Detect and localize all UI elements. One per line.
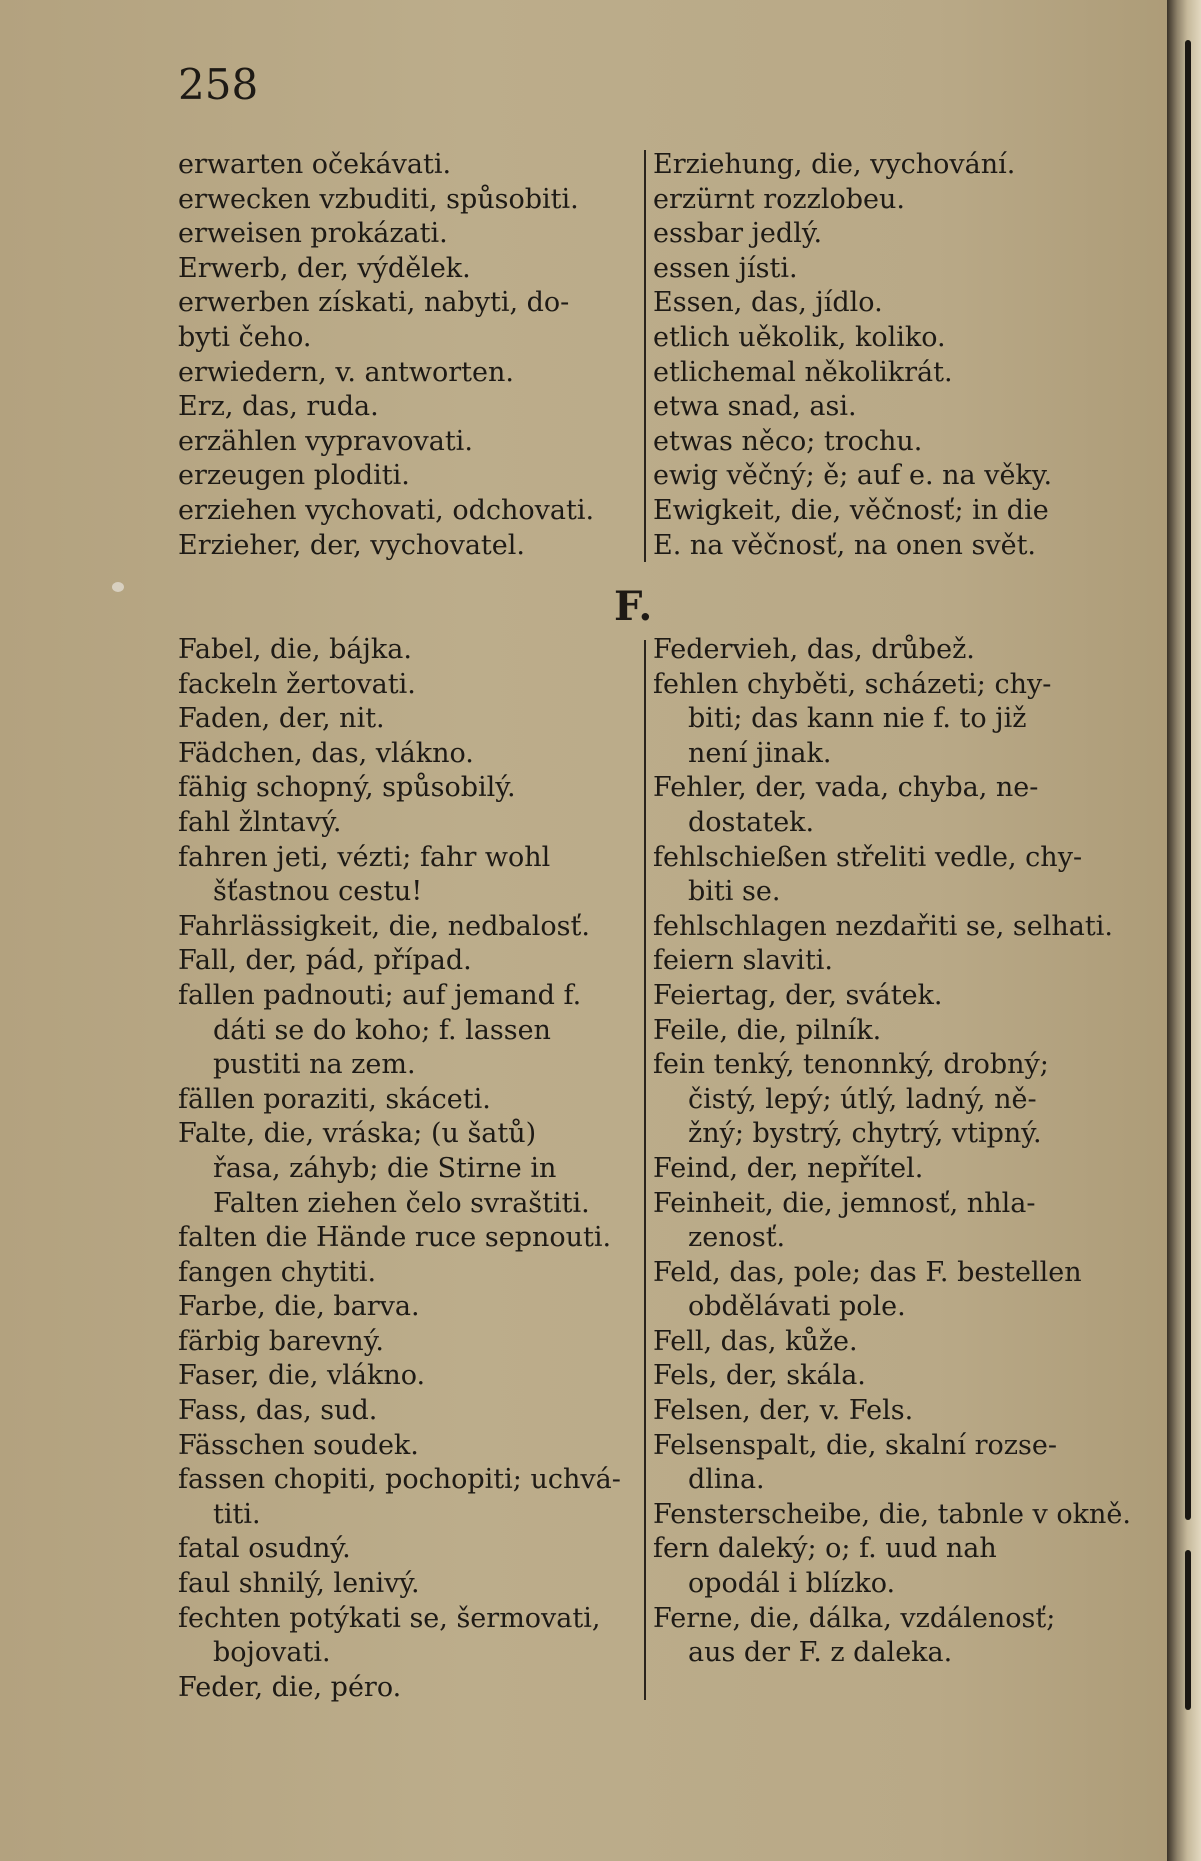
dictionary-entry-line: dáti se do koho; f. lassen — [213, 1014, 551, 1046]
dictionary-entry-line: biti; das kann nie f. to již — [688, 703, 1027, 735]
dictionary-entry-line: fern daleký; o; f. uud nah — [653, 1533, 997, 1565]
dictionary-entry-line: Erzieher, der, vychovatel. — [178, 529, 525, 561]
dictionary-entry-line: Fahrlässigkeit, die, nedbalosť. — [178, 910, 590, 942]
dictionary-entry-line: zenosť. — [688, 1222, 786, 1254]
dictionary-entry-line: fechten potýkati se, šermovati, — [178, 1602, 601, 1634]
column-top-right — [653, 148, 1052, 563]
dictionary-entry-line: fällen poraziti, skáceti. — [178, 1083, 491, 1115]
column-divider-bottom — [644, 640, 646, 1700]
dictionary-entry-line: fatal osudný. — [178, 1533, 351, 1565]
column-bottom-left — [178, 633, 621, 1705]
dictionary-entry-line: Fall, der, pád, případ. — [178, 945, 472, 977]
dictionary-entry-line: dlina. — [688, 1464, 765, 1496]
dictionary-entry-line: Fehler, der, vada, chyba, ne- — [653, 772, 1039, 804]
dictionary-entry-line: Felsen, der, v. Fels. — [653, 1395, 914, 1427]
dictionary-entry-line: ewig věčný; ě; auf e. na věky. — [653, 460, 1053, 492]
dictionary-entry-line: E. na věčnosť, na onen svět. — [653, 529, 1036, 561]
column-divider-top — [644, 150, 646, 562]
dictionary-entry-line: čistý, lepý; útlý, ladný, ně- — [688, 1083, 1037, 1115]
dictionary-entry-line: žný; bystrý, chytrý, vtipný. — [688, 1118, 1042, 1150]
section-letter: F. — [614, 583, 653, 630]
dictionary-entry-line: Erwerb, der, výdělek. — [178, 252, 471, 284]
dictionary-entry-line: byti čeho. — [178, 321, 312, 353]
dictionary-entry-line: faul shnilý, lenivý. — [178, 1568, 420, 1600]
dictionary-entry-line: färbig barevný. — [178, 1325, 384, 1357]
dictionary-entry-line: šťastnou cestu! — [213, 876, 423, 908]
dictionary-entry-line: Fensterscheibe, die, tabnle v okně. — [653, 1498, 1131, 1530]
dictionary-entry-line: bojovati. — [213, 1637, 331, 1669]
dictionary-entry-line: Farbe, die, barva. — [178, 1291, 420, 1323]
dictionary-entry-line: opodál i blízko. — [688, 1568, 896, 1600]
dictionary-entry-line: pustiti na zem. — [213, 1049, 416, 1081]
dictionary-entry-line: erwecken vzbuditi, spůsobiti. — [178, 183, 579, 215]
dictionary-entry-line: Fell, das, kůže. — [653, 1325, 858, 1357]
dictionary-entry-line: essen jísti. — [653, 252, 798, 284]
dictionary-entry-line: fangen chytiti. — [178, 1256, 377, 1288]
dictionary-entry-line: Erziehung, die, vychování. — [653, 149, 1016, 180]
dictionary-entry-line: Feile, die, pilník. — [653, 1014, 882, 1046]
dictionary-entry-line: fehlen chyběti, scházeti; chy- — [653, 668, 1052, 700]
dictionary-entry-line: Feind, der, nepřítel. — [653, 1152, 924, 1184]
dictionary-entry-line: fassen chopiti, pochopiti; uchvá- — [178, 1464, 621, 1496]
dictionary-entry-line: Fässchen soudek. — [178, 1429, 419, 1461]
column-top-left — [178, 148, 594, 563]
dictionary-entry-line: Ewigkeit, die, věčnosť; in die — [653, 494, 1049, 526]
dictionary-entry-line: aus der F. z daleka. — [688, 1637, 953, 1669]
dictionary-entry-line: erziehen vychovati, odchovati. — [178, 494, 595, 526]
dictionary-entry-line: dostatek. — [688, 806, 815, 838]
dictionary-entry-line: Faden, der, nit. — [178, 703, 385, 735]
dictionary-entry-line: erzeugen ploditi. — [178, 460, 410, 492]
dictionary-entry-line: falten die Hände ruce sepnouti. — [178, 1222, 612, 1254]
dictionary-entry-line: fehlschießen střeliti vedle, chy- — [653, 841, 1083, 873]
dictionary-entry-line: Ferne, die, dálka, vzdálenosť; — [653, 1602, 1056, 1634]
edge-shadow-line — [1185, 40, 1191, 1520]
dictionary-entry-line: feiern slaviti. — [653, 945, 834, 977]
dictionary-entry-line: titi. — [213, 1498, 261, 1530]
dictionary-entry-line: essbar jedlý. — [653, 218, 823, 250]
paper-speck — [112, 582, 124, 592]
dictionary-entry-line: Feinheit, die, jemnosť, nhla- — [653, 1187, 1036, 1219]
page-edge — [1167, 0, 1201, 1861]
dictionary-entry-line: Faser, die, vlákno. — [178, 1360, 426, 1392]
dictionary-entry-line: Feder, die, péro. — [178, 1671, 402, 1703]
dictionary-entry-line: Fass, das, sud. — [178, 1395, 378, 1427]
dictionary-entry-line: Falten ziehen čelo svraštiti. — [213, 1187, 590, 1219]
dictionary-entry-line: etlich uěkolik, koliko. — [653, 321, 946, 353]
dictionary-entry-line: Essen, das, jídlo. — [653, 287, 883, 319]
dictionary-entry-line: Fädchen, das, vlákno. — [178, 737, 474, 769]
page-number: 258 — [178, 60, 259, 109]
dictionary-entry-line: biti se. — [688, 876, 781, 908]
dictionary-entry-line: etlichemal několikrát. — [653, 356, 953, 388]
dictionary-entry-line: fähig schopný, spůsobilý. — [178, 772, 516, 804]
dictionary-entry-line: erzählen vypravovati. — [178, 425, 473, 457]
dictionary-entry-line: Falte, die, vráska; (u šatů) — [178, 1118, 537, 1150]
dictionary-entry-line: Felsenspalt, die, skalní rozse- — [653, 1429, 1057, 1461]
dictionary-entry-line: není jinak. — [688, 737, 832, 769]
dictionary-entry-line: fahren jeti, vézti; fahr wohl — [178, 841, 551, 873]
dictionary-entry-line: erzürnt rozzlobeu. — [653, 183, 905, 215]
dictionary-entry-line: erweisen prokázati. — [178, 218, 448, 250]
dictionary-entry-line: Erz, das, ruda. — [178, 391, 379, 423]
dictionary-entry-line: obdělávati pole. — [688, 1291, 906, 1323]
column-bottom-right — [653, 633, 1131, 1671]
dictionary-entry-line: Feiertag, der, svátek. — [653, 979, 943, 1011]
dictionary-entry-line: Feld, das, pole; das F. bestellen — [653, 1256, 1082, 1288]
dictionary-entry-line: fehlschlagen nezdařiti se, selhati. — [653, 910, 1113, 942]
dictionary-entry-line: etwas něco; trochu. — [653, 425, 923, 457]
dictionary-entry-line: fein tenký, tenonnký, drobný; — [653, 1049, 1049, 1081]
dictionary-entry-line: fallen padnouti; auf jemand f. — [178, 979, 582, 1011]
dictionary-entry-line: Fels, der, skála. — [653, 1360, 866, 1392]
dictionary-entry-line: fahl žlntavý. — [178, 806, 342, 838]
dictionary-entry-line: fackeln žertovati. — [178, 668, 416, 700]
dictionary-entry-line: erwerben získati, nabyti, do- — [178, 287, 570, 319]
dictionary-entry-line: etwa snad, asi. — [653, 391, 857, 423]
dictionary-entry-line: Federvieh, das, drůbež. — [653, 634, 975, 665]
dictionary-entry-line: řasa, záhyb; die Stirne in — [213, 1152, 557, 1184]
dictionary-entry-line: Fabel, die, bájka. — [178, 634, 412, 665]
dictionary-entry-line: erwarten očekávati. — [178, 149, 452, 180]
dictionary-entry-line: erwiedern, v. antworten. — [178, 356, 514, 388]
edge-shadow-line — [1185, 1550, 1191, 1710]
